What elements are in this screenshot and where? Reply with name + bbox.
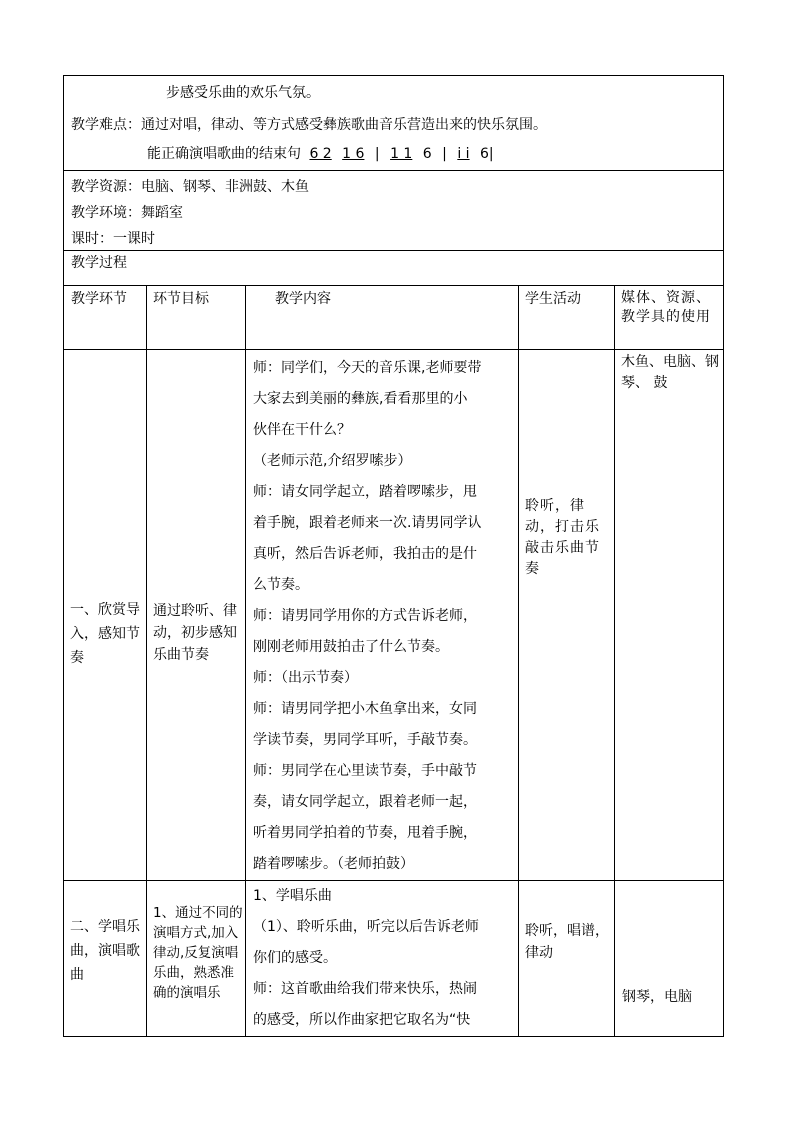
content-line: 师：请女同学起立，踏着啰嗦步，甩 [253, 484, 477, 500]
row2-activity: 聆听，唱谱，律动 [525, 923, 609, 961]
content-line: 师：同学们，今天的音乐课,老师要带 [253, 360, 482, 376]
header-media: 媒体、资源、教学具的使用 [621, 290, 711, 325]
content-line: 真听，然后告诉老师，我拍击的是什 [253, 546, 477, 562]
row1-media: 木鱼、电脑、钢琴、 鼓 [621, 354, 719, 391]
environment-line: 教学环境：舞蹈室 [71, 205, 183, 221]
notation-note: 6 [422, 146, 432, 162]
difficulty-label: 教学难点： [71, 117, 141, 133]
content-line: 奏，请女同学起立，跟着老师一起， [253, 794, 477, 810]
notation-note: 6| [480, 146, 494, 162]
content-line: 你们的感受。 [253, 950, 337, 966]
column-divider [245, 285, 246, 1037]
row1-stage: 一、欣赏导入，感知节奏 [70, 602, 140, 666]
content-line: 师：请男同学把小木鱼拿出来，女同 [253, 701, 477, 717]
content-line: 大家去到美丽的彝族,看看那里的小 [253, 391, 468, 407]
process-title: 教学过程 [71, 255, 127, 271]
content-line: 师：男同学在心里读节奏，手中敲节 [253, 763, 477, 779]
notation-note: 1 1 [390, 146, 413, 162]
content-line: 听着男同学拍着的节奏，甩着手腕， [253, 825, 477, 841]
header-activity: 学生活动 [525, 291, 581, 307]
notation-note: i i [457, 146, 470, 162]
content-line: 伙伴在干什么？ [253, 422, 351, 438]
header-goal: 环节目标 [153, 291, 209, 307]
goal-continuation: 步感受乐曲的欢乐气氛。 [166, 85, 320, 101]
content-line: 师：（出示节奏） [253, 670, 358, 686]
notation-barline: | [374, 146, 380, 162]
content-line: 1、学唱乐曲 [253, 888, 332, 904]
divider [63, 170, 724, 171]
content-line: 学读节奏，男同学耳听，手敲节奏。 [253, 732, 477, 748]
content-line: 的感受，所以作曲家把它取名为“快 [253, 1012, 471, 1028]
content-line: （老师示范,介绍罗嗦步） [253, 453, 412, 469]
header-content: 教学内容 [275, 291, 331, 307]
row2-media: 钢琴，电脑 [622, 989, 692, 1005]
row1-content [253, 353, 515, 880]
difficulty-line [71, 116, 547, 134]
row2-goal: 1、通过不同的演唱方式,加入律动,反复演唱乐曲，熟悉准确的演唱乐 [153, 905, 243, 1001]
column-divider [614, 285, 615, 1037]
content-line: 么节奏。 [253, 577, 309, 593]
resources-line: 教学资源：电脑、钢琴、非洲鼓、木鱼 [71, 179, 309, 195]
content-line: 师：请男同学用你的方式告诉老师， [253, 608, 477, 624]
content-line: （1）、聆听乐曲，听完以后告诉老师 [253, 919, 479, 935]
period-line: 课时：一课时 [71, 231, 155, 247]
row1-goal: 通过聆听、律动，初步感知乐曲节奏 [153, 603, 237, 663]
ending-phrase-line [147, 145, 500, 163]
column-divider [518, 285, 519, 1037]
row2-content [253, 881, 515, 1036]
content-line: 踏着啰嗦步。（老师拍鼓） [253, 856, 414, 872]
divider [63, 285, 724, 286]
divider [63, 250, 724, 251]
content-line: 师：这首歌曲给我们带来快乐，热闹 [253, 981, 477, 997]
difficulty-text: 通过对唱，律动、等方式感受彝族歌曲音乐营造出来的快乐氛围。 [141, 117, 547, 133]
content-line: 刚刚老师用鼓拍击了什么节奏。 [253, 639, 449, 655]
notation-note: 1 6 [342, 146, 365, 162]
row2-stage: 二、学唱乐曲，演唱歌曲 [70, 919, 140, 983]
notation-barline: | [442, 146, 447, 162]
content-line: 着手腕，跟着老师来一次.请男同学认 [253, 515, 482, 531]
ending-phrase-text: 能正确演唱歌曲的结束句 [147, 146, 301, 162]
row-divider [63, 349, 724, 350]
column-divider [146, 285, 147, 1037]
header-stage: 教学环节 [71, 291, 127, 307]
notation-note: 6 2 [309, 146, 332, 162]
row1-activity: 聆听，律动，打击乐敲击乐曲节奏 [525, 498, 600, 577]
